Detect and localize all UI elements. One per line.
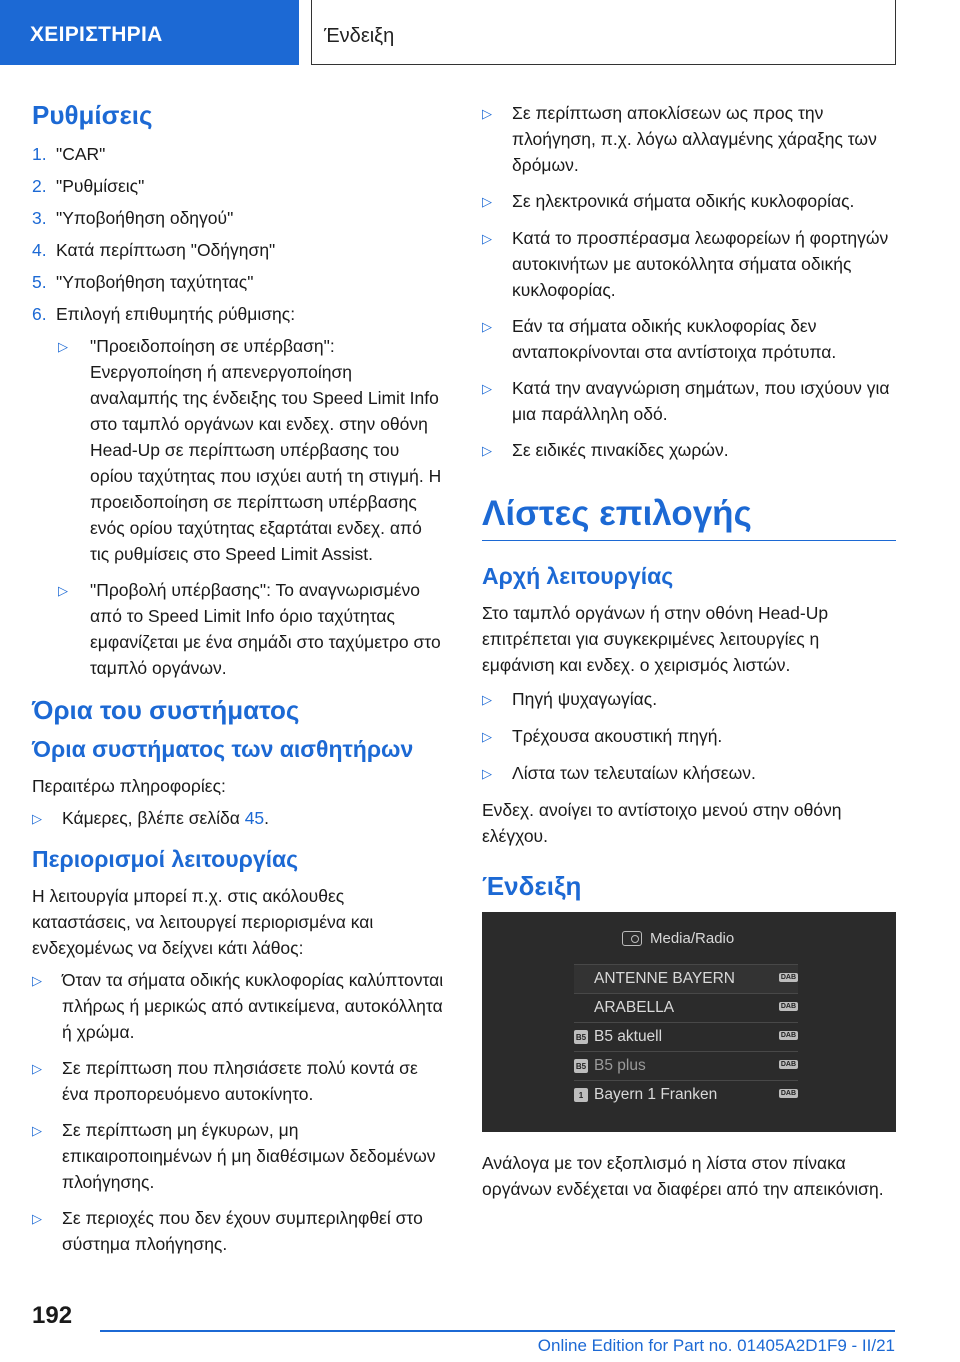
restriction-item: ▷ Σε περιοχές που δεν έχουν συμπεριληφθεί στο σύστημα πλοήγησης. <box>32 1205 444 1257</box>
triangle-right-icon: ▷ <box>58 583 68 598</box>
restriction-item: ▷ Όταν τα σήματα οδικής κυκλοφορίας καλύπτονται πλήρως ή μερικώς από αντικείμενα, αυτοκόλλητα ή χρώμα. <box>32 967 444 1045</box>
display-note: Ανάλογα με τον εξοπλισμό η λίστα στον πίνακα οργάνων ενδέχεται να διαφέρει από την απεικόνιση. <box>482 1153 884 1199</box>
restrictions-list <box>32 967 444 1257</box>
restriction-item: ▷ Κατά το προσπέρασμα λεωφορείων ή φορτηγών αυτοκινήτων με αυτοκόλλητα σήματα οδικής κυκλοφορίας. <box>482 225 896 303</box>
dab-badge: DAB <box>780 974 796 981</box>
triangle-right-icon: ▷ <box>32 811 42 826</box>
triangle-right-icon: ▷ <box>482 381 492 396</box>
chapter-title: Ένδειξη <box>311 0 896 65</box>
restriction-item: ▷ Σε περίπτωση αποκλίσεων ως προς την πλοήγηση, π.χ. λόγω αλλαγμένης χάραξης των δρόμων. <box>482 100 896 178</box>
triangle-right-icon: ▷ <box>482 106 492 121</box>
lists-heading: Λίστες επιλογής <box>482 494 896 541</box>
restriction-item: ▷ Σε περίπτωση που πλησιάσετε πολύ κοντά σε ένα προπορευόμενο αυτοκίνητο. <box>32 1055 444 1107</box>
restriction-item: ▷ Εάν τα σήματα οδικής κυκλοφορίας δεν ανταποκρίνονται στα αντίστοιχα πρότυπα. <box>482 313 896 365</box>
edition-info: Online Edition for Part no. 01405A2D1F9 - II/21 <box>537 1336 895 1355</box>
sensor-limits-heading: Όρια συστήματος των αισθητήρων <box>32 736 414 762</box>
triangle-right-icon: ▷ <box>482 443 492 458</box>
station-row[interactable]: ANTENNE BAYERN DAB <box>574 964 798 993</box>
triangle-right-icon: ▷ <box>32 1061 42 1076</box>
step-item: 6. Επιλογή επιθυμητής ρύθμισης: ▷ "Προειδοποίηση σε υπέρβαση": Ενεργοποίηση ή απενεργοποίηση αναλαμπής της ένδειξης του Speed Limit Info στο ταμπλό οργάνων και ενδεχ. στην οθόνη Head-Up σε περίπτωση υπέρβασης του ορίου ταχύτητας που ισχύει αυτή τη στιγμή. Η προειδοποίηση σε περίπτωση υπέρβασης ενός ορίου ταχύτητας εξαρτάται ενδεχ. από τις ρυθμίσεις στο Speed Limit Assist. ▷ "Προβολή υπέρβασης": Το αναγνωρισμένο από το Speed Limit Info όριο ταχύτητας εμφανίζεται με ένα σημάδι στο ταχύμετρο στο ταμπλό οργάνων. <box>32 301 444 681</box>
step-item: 5. "Υποβοήθηση ταχύτητας" <box>32 272 254 292</box>
radio-icon <box>622 931 642 946</box>
triangle-right-icon: ▷ <box>482 231 492 246</box>
station-row[interactable]: B5 B5 plus DAB <box>574 1051 798 1080</box>
station-list <box>574 964 798 1109</box>
settings-steps <box>32 141 444 681</box>
dab-badge: DAB <box>780 1003 796 1010</box>
step6-options <box>58 333 444 681</box>
dab-badge: DAB <box>780 1061 796 1068</box>
footer-divider <box>100 1330 895 1332</box>
principle-list <box>482 686 896 787</box>
triangle-right-icon: ▷ <box>32 1123 42 1138</box>
section-tab: ΧΕΙΡΙΣΤΗΡΙΑ <box>0 0 299 65</box>
step-item: 4. Κατά περίπτωση "Οδήγηση" <box>32 240 276 260</box>
sensor-intro: Περαιτέρω πληροφορίες: <box>32 776 226 796</box>
dab-badge: DAB <box>780 1090 796 1097</box>
sensor-item: ▷ Κάμερες, βλέπε σελίδα 45. <box>32 805 444 832</box>
option-item: ▷ "Προβολή υπέρβασης": Το αναγνωρισμένο από το Speed Limit Info όριο ταχύτητας εμφανίζεται με ένα σημάδι στο ταχύμετρο στο ταμπλό οργάνων. <box>58 577 444 681</box>
principle-item: ▷ Πηγή ψυχαγωγίας. <box>482 686 896 713</box>
triangle-right-icon: ▷ <box>482 729 492 744</box>
station-logo-icon: 1 <box>574 1088 588 1102</box>
station-row[interactable]: 1 Bayern 1 Franken DAB <box>574 1080 798 1109</box>
station-row[interactable]: ARABELLA DAB <box>574 993 798 1022</box>
page-link[interactable]: 45 <box>244 808 265 828</box>
left-column <box>32 100 444 1267</box>
step-item: 1. "CAR" <box>32 144 106 164</box>
restriction-item: ▷ Σε ειδικές πινακίδες χωρών. <box>482 437 896 464</box>
option-item: ▷ "Προειδοποίηση σε υπέρβαση": Ενεργοποίηση ή απενεργοποίηση αναλαμπής της ένδειξης του Speed Limit Info στο ταμπλό οργάνων και ενδεχ. στην οθόνη Head-Up σε περίπτωση υπέρβασης του ορίου ταχύτητας που ισχύει αυτή τη στιγμή. Η προειδοποίηση σε περίπτωση υπέρβασης ενός ορίου ταχύτητας εξαρτάται ενδεχ. από τις ρυθμίσεις στο Speed Limit Assist. <box>58 333 444 567</box>
restriction-item: ▷ Σε περίπτωση μη έγκυρων, μη επικαιροποιημένων ή μη διαθέσιμων δεδομένων πλοήγησης. <box>32 1117 444 1195</box>
principle-item: ▷ Λίστα των τελευταίων κλήσεων. <box>482 760 896 787</box>
principle-outro: Ενδεχ. ανοίγει το αντίστοιχο μενού στην οθόνη ελέγχου. <box>482 800 842 846</box>
page-number: 192 <box>32 1302 73 1329</box>
restriction-item: ▷ Σε ηλεκτρονικά σήματα οδικής κυκλοφορίας. <box>482 188 896 215</box>
station-logo-icon: B5 <box>574 1030 588 1044</box>
step-item: 3. "Υποβοήθηση οδηγού" <box>32 208 234 228</box>
station-logo-icon: B5 <box>574 1059 588 1073</box>
station-row[interactable]: B5 B5 aktuell DAB <box>574 1022 798 1051</box>
restrictions-heading: Περιορισμοί λειτουργίας <box>32 846 299 872</box>
restriction-item: ▷ Κατά την αναγνώριση σημάτων, που ισχύουν για μια παράλληλη οδό. <box>482 375 896 427</box>
sensor-list <box>32 805 444 832</box>
dab-badge: DAB <box>780 1032 796 1039</box>
media-radio-screenshot <box>482 912 896 1132</box>
triangle-right-icon: ▷ <box>32 973 42 988</box>
triangle-right-icon: ▷ <box>482 319 492 334</box>
principle-item: ▷ Τρέχουσα ακουστική πηγή. <box>482 723 896 750</box>
limits-heading: Όρια του συστήματος <box>32 695 300 725</box>
settings-heading: Ρυθμίσεις <box>32 100 153 130</box>
principle-heading: Αρχή λειτουργίας <box>482 563 674 589</box>
screen-title: Media/Radio <box>622 930 734 947</box>
triangle-right-icon: ▷ <box>32 1211 42 1226</box>
restrictions-list-cont <box>482 100 896 464</box>
step-item: 2. "Ρυθμίσεις" <box>32 176 145 196</box>
principle-intro: Στο ταμπλό οργάνων ή στην οθόνη Head-Up επιτρέπεται για συγκεκριμένες λειτουργίες η εμφάνιση και ενδεχ. ο χειρισμός λιστών. <box>482 603 829 675</box>
display-heading: Ένδειξη <box>482 871 582 901</box>
restrictions-intro: Η λειτουργία μπορεί π.χ. στις ακόλουθες καταστάσεις, να λειτουργεί περιορισμένα και ενδεχομένως να δείχνει κάτι λάθος: <box>32 886 374 958</box>
triangle-right-icon: ▷ <box>58 339 68 354</box>
right-column <box>482 100 896 1208</box>
triangle-right-icon: ▷ <box>482 194 492 209</box>
triangle-right-icon: ▷ <box>482 692 492 707</box>
triangle-right-icon: ▷ <box>482 766 492 781</box>
